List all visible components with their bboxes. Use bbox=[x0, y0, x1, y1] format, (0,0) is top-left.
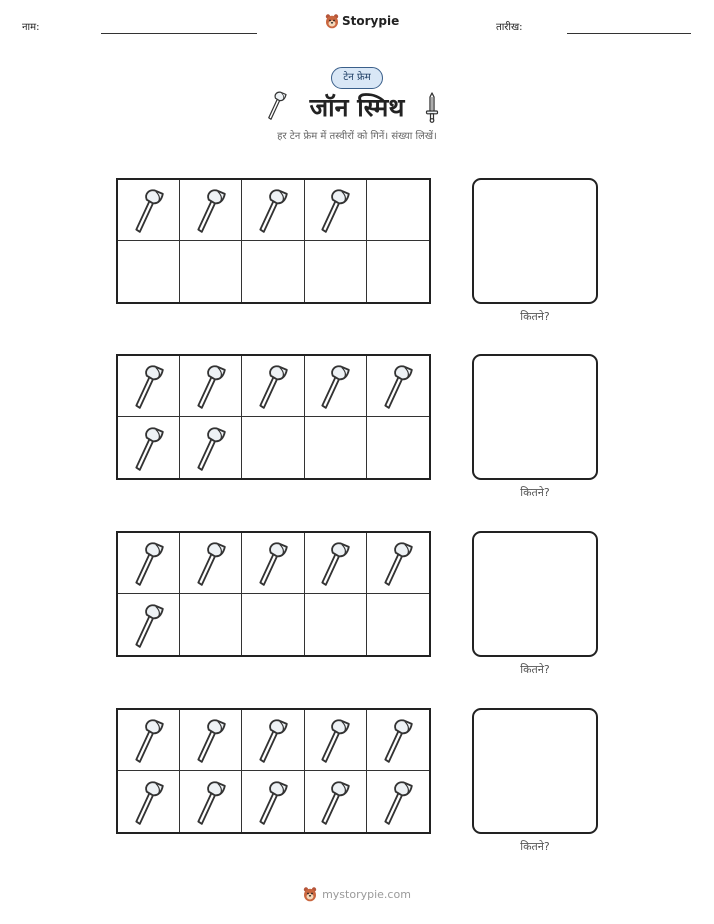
ten-frame-cell bbox=[305, 594, 367, 655]
ten-frame-cell bbox=[180, 771, 242, 832]
axe-icon bbox=[378, 540, 418, 586]
axe-icon bbox=[191, 540, 231, 586]
ten-frame-cell bbox=[242, 594, 304, 655]
ten-frame bbox=[116, 531, 431, 657]
footer-url[interactable]: mystorypie.com bbox=[322, 887, 411, 901]
ten-frame bbox=[116, 354, 431, 480]
axe-icon bbox=[129, 540, 169, 586]
footer bbox=[0, 886, 714, 902]
ten-frame-cell bbox=[305, 710, 367, 771]
ten-frame-cell bbox=[118, 241, 180, 302]
ten-frame-cell bbox=[367, 241, 429, 302]
axe-icon bbox=[129, 187, 169, 233]
ten-frame-cell bbox=[367, 180, 429, 241]
ten-frame-cell bbox=[118, 356, 180, 417]
ten-frame-cell bbox=[367, 710, 429, 771]
ten-frame-cell bbox=[367, 533, 429, 594]
axe-icon bbox=[191, 779, 231, 825]
ten-frame-cell bbox=[242, 356, 304, 417]
ten-frame-cell bbox=[305, 533, 367, 594]
ten-frame-cell bbox=[305, 771, 367, 832]
axe-icon bbox=[191, 363, 231, 409]
axe-icon bbox=[315, 540, 355, 586]
axe-icon bbox=[253, 540, 293, 586]
ten-frame-cell bbox=[242, 710, 304, 771]
ten-frame-cell bbox=[367, 356, 429, 417]
ten-frame-cell bbox=[242, 417, 304, 478]
ten-frame-cell bbox=[180, 594, 242, 655]
ten-frame-cell bbox=[367, 417, 429, 478]
date-label: तारीख: bbox=[496, 22, 523, 33]
axe-icon bbox=[378, 363, 418, 409]
brand-name: Storypie bbox=[342, 14, 400, 28]
ten-frame-cell bbox=[118, 417, 180, 478]
axe-icon bbox=[129, 363, 169, 409]
ten-frame-cell bbox=[118, 771, 180, 832]
axe-icon bbox=[191, 425, 231, 471]
axe-icon bbox=[253, 717, 293, 763]
answer-label: कितने? bbox=[520, 663, 550, 676]
ten-frame-cell bbox=[180, 710, 242, 771]
ten-frame-cell bbox=[118, 533, 180, 594]
axe-icon bbox=[129, 602, 169, 648]
ten-frame-cell bbox=[305, 417, 367, 478]
ten-frame-cell bbox=[242, 180, 304, 241]
axe-icon bbox=[378, 779, 418, 825]
name-line bbox=[101, 33, 257, 34]
ten-frame-cell bbox=[305, 241, 367, 302]
axe-icon bbox=[253, 363, 293, 409]
answer-label: कितने? bbox=[520, 310, 550, 323]
axe-icon bbox=[253, 779, 293, 825]
ten-frame-cell bbox=[367, 594, 429, 655]
bear-mascot-icon bbox=[325, 13, 339, 29]
ten-frame bbox=[116, 708, 431, 834]
ten-frame-cell bbox=[180, 417, 242, 478]
axe-icon bbox=[315, 717, 355, 763]
date-line bbox=[567, 33, 691, 34]
ten-frame-cell bbox=[180, 180, 242, 241]
ten-frame-cell bbox=[180, 533, 242, 594]
answer-box[interactable] bbox=[472, 354, 598, 480]
ten-frame bbox=[116, 178, 431, 304]
ten-frame-cell bbox=[180, 241, 242, 302]
ten-frame-cell bbox=[118, 594, 180, 655]
worksheet-title: जॉन स्मिथ bbox=[309, 93, 405, 122]
instructions: हर टेन फ्रेम में तस्वीरों को गिनें। संख्या लिखें। bbox=[277, 131, 437, 142]
ten-frame-cell bbox=[367, 771, 429, 832]
axe-icon bbox=[129, 779, 169, 825]
brand-logo bbox=[325, 13, 399, 29]
answer-label: कितने? bbox=[520, 840, 550, 853]
answer-box[interactable] bbox=[472, 178, 598, 304]
answer-label: कितने? bbox=[520, 486, 550, 499]
axe-icon bbox=[129, 425, 169, 471]
axe-icon bbox=[191, 717, 231, 763]
axe-icon bbox=[315, 363, 355, 409]
answer-box[interactable] bbox=[472, 708, 598, 834]
ten-frame-cell bbox=[242, 533, 304, 594]
axe-icon bbox=[129, 717, 169, 763]
ten-frame-cell bbox=[180, 356, 242, 417]
axe-icon bbox=[315, 779, 355, 825]
ten-frame-cell bbox=[118, 180, 180, 241]
ten-frame-cell bbox=[118, 710, 180, 771]
axe-icon bbox=[191, 187, 231, 233]
axe-icon bbox=[253, 187, 293, 233]
ten-frame-cell bbox=[242, 241, 304, 302]
sword-icon bbox=[424, 91, 440, 123]
topic-badge: टेन फ्रेम bbox=[331, 67, 383, 89]
axe-icon bbox=[378, 717, 418, 763]
ten-frame-cell bbox=[242, 771, 304, 832]
ten-frame-cell bbox=[305, 356, 367, 417]
ten-frame-cell bbox=[305, 180, 367, 241]
axe-icon bbox=[315, 187, 355, 233]
answer-box[interactable] bbox=[472, 531, 598, 657]
name-label: नाम: bbox=[22, 22, 40, 33]
bear-mascot-icon bbox=[303, 886, 317, 902]
